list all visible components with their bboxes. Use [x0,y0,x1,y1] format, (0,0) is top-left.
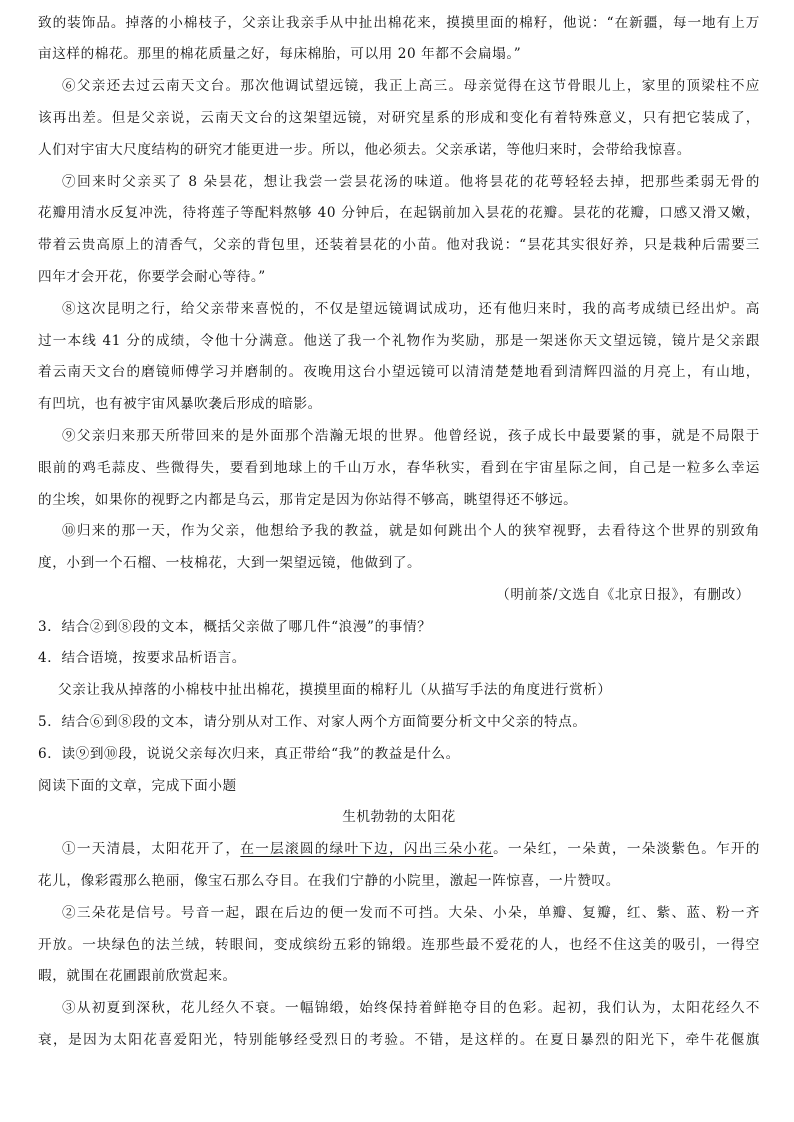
paragraph-7-line: 花瓣用清水反复冲洗，待将莲子等配料熬够 40 分钟后，在起锅前加入昙花的花瓣。昙花的花瓣，口感又滑又嫩， [38,205,760,221]
paragraph-6-line: ⑥父亲还去过云南天文台。那次他调试望远镜，我正上高三。母亲觉得在这节骨眼儿上，家里的顶梁柱不应 [62,78,760,94]
paragraph-9-line: 眼前的鸡毛蒜皮、些微得失，要看到地球上的千山万水，春华秋实，看到在宇宙星际之间，自己是一粒多么幸运 [38,460,760,476]
paragraph-3-line: 衰，是因为太阳花喜爱阳光，特别能够经受烈日的考验。不错，是这样的。在夏日暴烈的阳光下，牵牛花偃旗 [38,1032,760,1048]
paragraph-6-line: 人们对宇宙大尺度结构的研究才能更进一步。所以，他必须去。父亲承诺，等他归来时，会带给我惊喜。 [38,142,691,158]
paragraph-10-line: 度，小到一个石榴、一枝棉花，大到一架望远镜，他做到了。 [38,555,422,571]
text-span: ①一天清晨，太阳花开了， [62,841,241,857]
paragraph-8-line: 过一本线 41 分的成绩，令他十分满意。他送了我一个礼物作为奖励，那是一架迷你天文望远镜，镜片是父亲跟 [38,333,760,349]
paragraph-9-line: 的尘埃，如果你的视野之内都是乌云，那肯定是因为你站得不够高，眺望得还不够远。 [38,492,578,508]
paragraph-2-line: 开放。一块绿色的法兰绒，转眼间，变成缤纷五彩的锦缎。连那些最不爱花的人，也经不住这美的吸引，一得空 [38,937,760,953]
article-title: 生机勃勃的太阳花 [342,809,456,825]
paragraph-8-line: ⑧这次昆明之行，给父亲带来喜悦的，不仅是望远镜调试成功，还有他归来时，我的高考成绩已经出炉。高 [62,301,760,317]
paragraph-3-line: ③从初夏到深秋，花儿经久不衰。一幅锦缎，始终保持着鲜艳夺目的色彩。起初，我们认为，太阳花经久不 [62,1000,760,1016]
source-citation: （明前茶/文选自《北京日报》，有删改） [496,587,750,603]
paragraph-1-line: 花儿，像彩霞那么艳丽，像宝石那么夺目。在我们宁静的小院里，激起一阵惊喜，一片赞叹。 [38,873,620,889]
question-4-prompt: 父亲让我从掉落的小棉枝中扯出棉花，摸摸里面的棉籽儿（从描写手法的角度进行赏析） [58,682,612,698]
paragraph-1-line [62,840,760,858]
text-span: 。一朵红，一朵黄，一朵淡紫色。乍开的 [493,841,760,857]
paragraph-9-line: ⑨父亲归来那天所带回来的是外面那个浩瀚无垠的世界。他曾经说，孩子成长中最要紧的事，就是不局限于 [62,428,760,444]
paragraph-2-line: ②三朵花是信号。号音一起，跟在后边的便一发而不可挡。大朵、小朵，单瓣、复瓣，红、紫、蓝、粉一齐 [62,905,760,921]
paragraph-10-line: ⑩归来的那一天，作为父亲，他想给予我的教益，就是如何跳出个人的狭窄视野，去看待这个世界的别致角 [62,523,760,539]
paragraph-7-line: ⑦回来时父亲买了 8 朵昙花，想让我尝一尝昙花汤的味道。他将昙花的花萼轻轻去掉，把那些柔弱无骨的 [62,174,760,190]
question-5: 5．结合⑥到⑧段的文本，请分别从对工作、对家人两个方面简要分析文中父亲的特点。 [38,714,587,730]
paragraph-7-line: 带着云贵高原上的清香气，父亲的背包里，还装着昙花的小苗。他对我说：“昙花其实很好养，只是栽种后需要三 [38,237,760,253]
paragraph-8-line: 有凹坑，也有被宇宙风暴吹袭后形成的暗影。 [38,396,322,412]
question-3: 3．结合②到⑧段的文本，概括父亲做了哪几件“浪漫”的事情？ [38,619,432,635]
paragraph-7-line: 四年才会开花，你要学会耐心等待。” [38,269,266,285]
question-4: 4．结合语境，按要求品析语言。 [38,650,246,666]
paragraph-8-line: 着云南天文台的磨镜师傅学习并磨制的。夜晚用这台小望远镜可以清清楚楚地看到清辉四溢的月亮上，有山地， [38,364,760,380]
paragraph-line: 亩这样的棉花。那里的棉花质量之好，每床棉胎，可以用 20 年都不会扁塌。” [38,46,522,62]
paragraph-2-line: 暇，就围在花圃跟前欣赏起来。 [38,968,237,984]
paragraph-6-line: 该再出差。但是父亲说，云南天文台的这架望远镜，对研究星系的形成和变化有着特殊意义，只有把它装成了， [38,110,760,126]
reading-instruction: 阅读下面的文章，完成下面小题 [38,778,237,794]
paragraph-line: 致的装饰品。掉落的小棉枝子，父亲让我亲手从中扯出棉花来，摸摸里面的棉籽，他说：“在新疆，每一地有上万 [38,15,760,31]
underlined-sentence: 在一层滚圆的绿叶下边，闪出三朵小花 [240,841,494,857]
question-6: 6．读⑨到⑩段，说说父亲每次归来，真正带给“我”的教益是什么。 [38,746,460,762]
